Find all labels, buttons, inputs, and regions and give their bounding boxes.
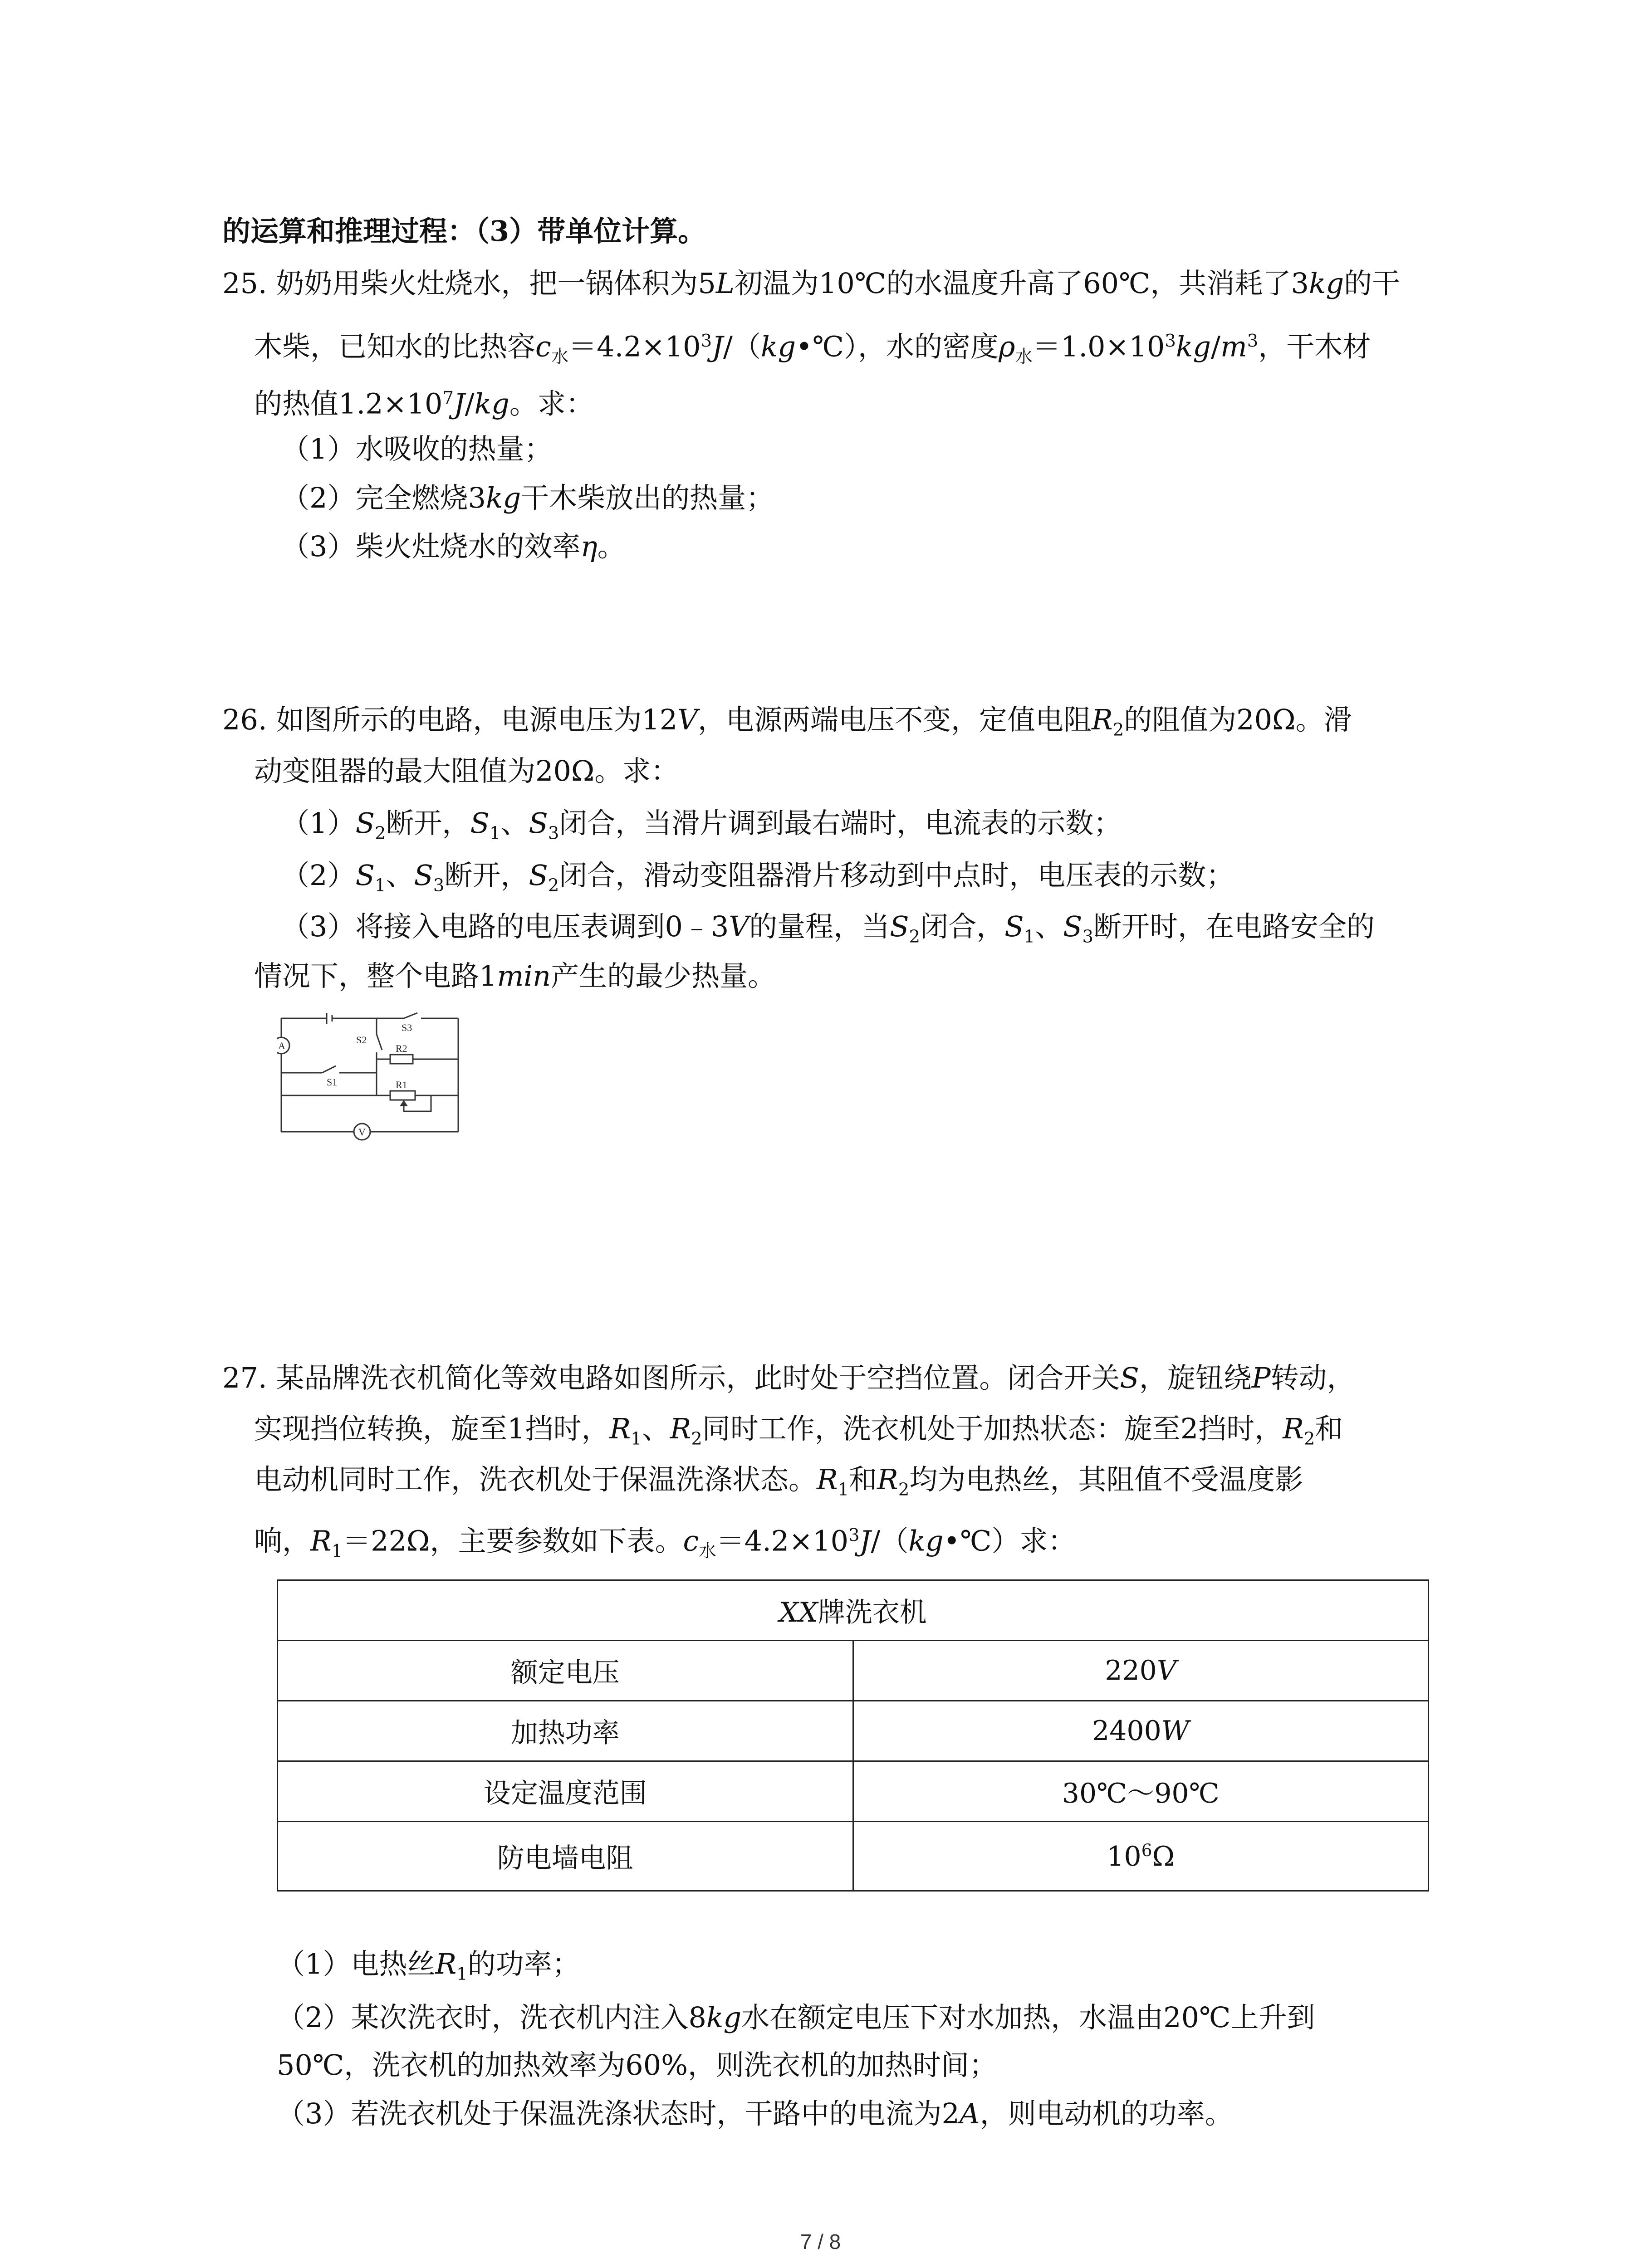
q26-circuit-diagram (277, 1009, 467, 1145)
resistor-r2 (390, 1055, 413, 1064)
q25-sub-2: （2）完全燃烧3kg干木柴放出的热量； (281, 481, 774, 514)
rheostat-r1-label: R1 (396, 1079, 407, 1090)
rheostat-slider-wire (404, 1095, 431, 1111)
q25-line-1: 25. 奶奶用柴火灶烧水，把一锅体积为5L初温为10℃的水温度升高了60℃，共消耗了3kg的干 (222, 267, 1401, 300)
section-header: 的运算和推理过程：（3）带单位计算。 (222, 215, 706, 248)
table-cell-value: 2400W (853, 1701, 1429, 1761)
rheostat-slider-arrow (401, 1101, 407, 1105)
q25-line-3: 的热值$1.2\times 10^7J/kg$。求： (254, 387, 594, 420)
table-cell-label: 加热功率 (278, 1701, 853, 1761)
q26-sub-3: （3）将接入电路的电压表调到0﹣3V的量程，当$S_2$闭合，$S_1$、$S_3$断开时，在电路安全的 (281, 910, 1375, 947)
page-number: 7 / 8 (800, 2230, 841, 2253)
q27-line-3: 电动机同时工作，洗衣机处于保温洗涤状态。$R_1$和$R_2$均为电热丝，其阻值不受温度影 (254, 1463, 1303, 1500)
q26-line-2: 动变阻器的最大阻值为20Ω。求： (254, 754, 679, 787)
q27-sub-2-cont: 50℃，洗衣机的加热效率为60%，则洗衣机的加热时间； (277, 2048, 998, 2082)
switch-s2-label: S2 (356, 1034, 367, 1046)
switch-s2-blade (377, 1034, 382, 1050)
table-cell-label: 防电墙电阻 (278, 1822, 853, 1891)
table-cell-label: 设定温度范围 (278, 1761, 853, 1822)
q26-sub-3-cont: 情况下，整个电路1min产生的最少热量。 (254, 959, 776, 992)
q27-sub-1: （1）电热丝$R_1$的功率； (277, 1947, 580, 1984)
q27-line-1: 27. 某品牌洗衣机简化等效电路如图所示，此时处于空挡位置。闭合开关S，旋钮绕P转动， (222, 1361, 1355, 1394)
table-cell-label: 额定电压 (278, 1641, 853, 1701)
q26-number: 26. (222, 703, 267, 736)
table-cell-value: $10^6\Omega$ (853, 1822, 1429, 1891)
q27-sub-3: （3）若洗衣机处于保温洗涤状态时，干路中的电流为2A，则电动机的功率。 (277, 2097, 1233, 2130)
q25-number: 25. (222, 267, 267, 300)
rheostat-r1 (390, 1091, 415, 1100)
q25-sub-3: （3）柴火灶烧水的效率η。 (281, 530, 626, 563)
switch-s3-label: S3 (402, 1022, 412, 1033)
washer-spec-table (277, 1579, 1429, 1892)
switch-s1-label: S1 (327, 1076, 338, 1088)
table-row (278, 1822, 1429, 1891)
switch-s1-blade (322, 1066, 336, 1073)
table-row (278, 1761, 1429, 1822)
table-row (278, 1701, 1429, 1761)
q27-line-2: 实现挡位转换，旋至1挡时，$R_1$、$R_2$同时工作，洗衣机处于加热状态：旋至2挡时，$R_2$和 (254, 1412, 1343, 1449)
ammeter-label: A (278, 1040, 285, 1051)
switch-s3-blade (404, 1013, 417, 1018)
q25-line-2: 木柴，已知水的比热容$c_水=4.2\times 10^3J/(kg•℃)$，水的密度$\rho_水=1.0\times 10^3kg/m^3$，干木材 (254, 330, 1371, 367)
table-title-row (278, 1580, 1429, 1641)
table-cell-value: 30℃～90℃ (853, 1761, 1429, 1822)
resistor-r2-label: R2 (396, 1043, 407, 1054)
table-cell-value: 220V (853, 1641, 1429, 1701)
q25-sub-1: （1）水吸收的热量； (281, 432, 553, 465)
q26-sub-1: $(1)S_2$断开，$S_1$、$S_3$闭合，当滑片调到最右端时，电流表的示数； (281, 807, 1122, 844)
table-title: XX牌洗衣机 (278, 1580, 1429, 1641)
q27-line-4: 响，$R_1=22\Omega$，主要参数如下表。$c_水=4.2\times 10^3J/(kg•℃)$求： (254, 1524, 1076, 1562)
q27-sub-2: （2）某次洗衣时，洗衣机内注入8kg水在额定电压下对水加热，水温由20℃上升到 (277, 2001, 1315, 2034)
q26-sub-2: $(2)S_1$、$S_3$断开，$S_2$闭合，滑动变阻器滑片移动到中点时，电压表的示数； (281, 859, 1234, 896)
table-row (278, 1641, 1429, 1701)
q27-number: 27. (222, 1361, 267, 1394)
voltmeter-label: V (358, 1126, 366, 1138)
q26-line-1: 26. 如图所示的电路，电源电压为12V，电源两端电压不变，定值电阻$R_2$的阻值为20Ω。滑 (222, 703, 1352, 740)
